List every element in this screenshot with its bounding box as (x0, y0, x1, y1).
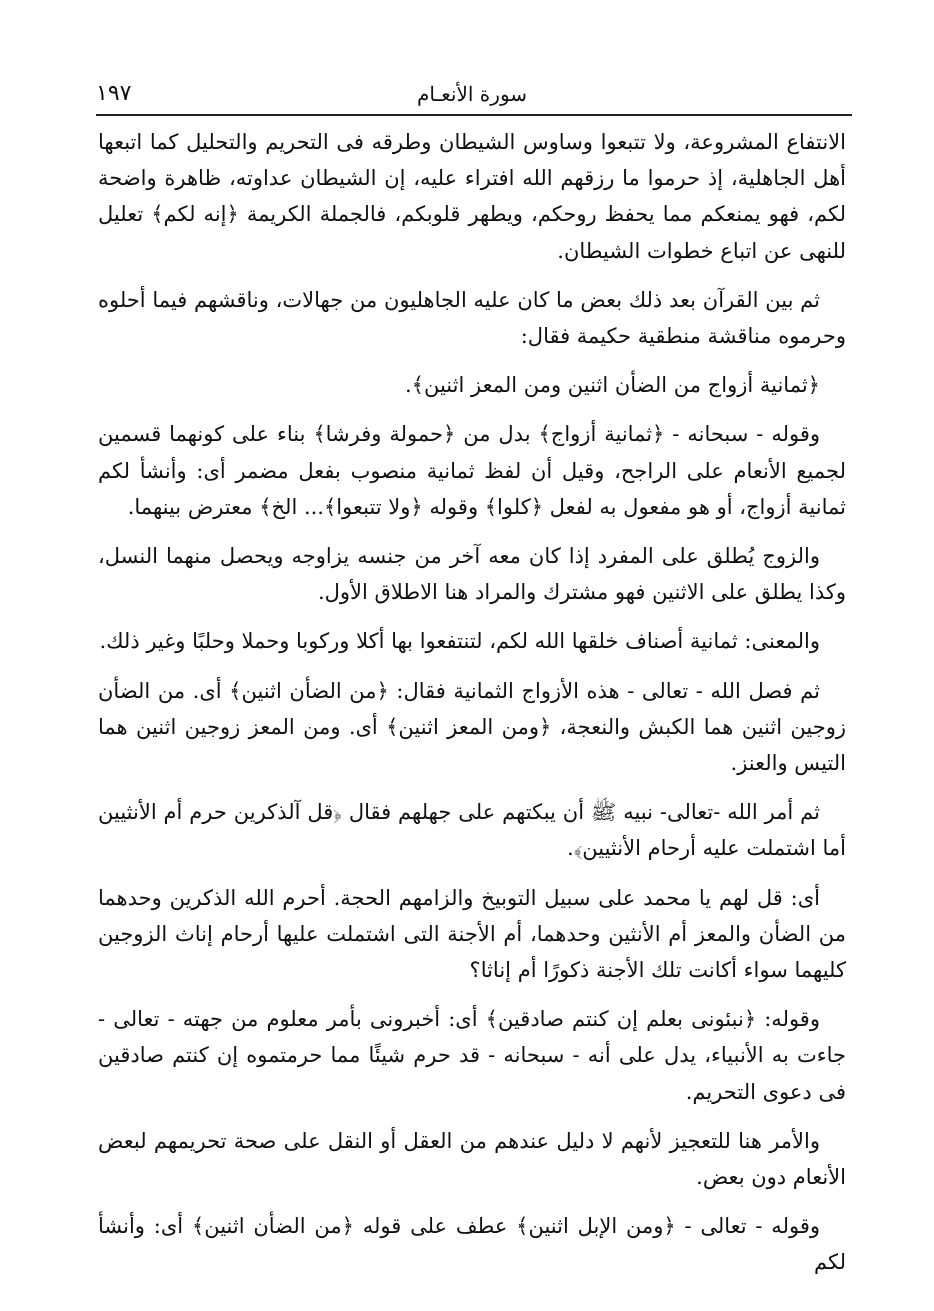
paragraph-2: ثم بين القرآن بعد ذلك بعض ما كان عليه الجاهليون من جهالات، وناقشهم فيما أحلوه وحرموه مناقشة منطقية حكيمة فقال: (98, 287, 846, 349)
page-header (96, 74, 848, 114)
paragraph-4: والزوج يُطلق على المفرد إذا كان معه آخر من جنسه يزاوجه ويحصل منهما النسل، وكذا يطلق على الاثنين فهو مشترك والمراد هنا الاطلاق الأول. (98, 544, 846, 605)
paragraph-6: ثم فصل الله - تعالى - هذه الأزواج الثمانية فقال: ﴿من الضأن اثنين﴾ أى. من الضأن زوجين اثنين هما الكبش والنعجة، ﴿ومن المعز اثنين﴾ أى. ومن المعز زوجين اثنين هما التيس والعنز. (98, 678, 846, 776)
page-number: ١٩٧ (96, 81, 132, 106)
body-text (98, 124, 846, 1294)
paragraph-7: ثم أمر الله -تعالى- نبيه ﷺ أن يبكتهم على جهلهم فقال ﴿قل آلذكرين حرم أم الأنثيين أما اشتملت عليه أرحام الأنثيين﴾. (98, 800, 846, 861)
paragraph-5: والمعنى: ثمانية أصناف خلقها الله لكم، لتنتفعوا بها أكلا وركوبا وحملا وحلبًا وغير ذلك. (99, 629, 820, 654)
paragraph-9: وقوله: ﴿نبئونى بعلم إن كنتم صادقين﴾ أى: أخبرونى بأمر معلوم من جهته - تعالى - جاءت به الأنبياء، يدل على أنه - سبحانه - قد حرم شيئًا مما حرمتموه إن كنتم صادقين فى دعوى التحريم. (98, 1007, 846, 1104)
paragraph-10: والأمر هنا للتعجيز لأنهم لا دليل عندهم من العقل أو النقل على صحة تحريمهم لبعض الأنعام دون بعض. (98, 1128, 846, 1190)
paragraph-11: وقوله - تعالى - ﴿ومن الإبل اثنين﴾ عطف على قوله ﴿من الضأن اثنين﴾ أى: وأنشأ لكم (98, 1214, 846, 1275)
paragraph-1: الانتفاع المشروعة، ولا تتبعوا وساوس الشيطان وطرقه فى التحريم والتحليل كما اتبعها أهل الجاهلية، إذ حرموا ما رزقهم الله افتراء عليه، إن الشيطان عداوته، ظاهرة واضحة لكم، فهو يمنعكم مما يحفظ روحكم، ويطهر قلوبكم، فالجملة الكريمة ﴿إنه لكم﴾ تعليل للنهى عن اتباع خطوات الشيطان. (98, 130, 846, 263)
header-divider (96, 114, 852, 116)
paragraph-3: وقوله - سبحانه - ﴿ثمانية أزواج﴾ بدل من ﴿حمولة وفرشا﴾ بناء على كونهما قسمين لجميع الأنعام على الراجح، وقيل أن لفظ ثمانية منصوب بفعل مضمر أى: وأنشأ لكم ثمانية أزواج، أو هو مفعول به لفعل ﴿كلوا﴾ وقوله ﴿ولا تتبعوا﴾... الخ﴾ معترض بينهما. (98, 422, 846, 519)
paragraph-8: أى: قل لهم يا محمد على سبيل التوبيخ والزامهم الحجة. أحرم الله الذكرين وحدهما من الضأن والمعز أم الأنثين وحدهما، أم الأجنة التى اشتملت عليها أرحام إناث الزوجين كليهما سواء أكانت تلك الأجنة ذكورًا أم إناثا؟ (98, 885, 846, 983)
quran-verse: ﴿ثمانية أزواج من الضأن اثنين ومن المعز اثنين﴾. (405, 373, 820, 398)
running-title: سورة الأنعـام (416, 82, 528, 106)
